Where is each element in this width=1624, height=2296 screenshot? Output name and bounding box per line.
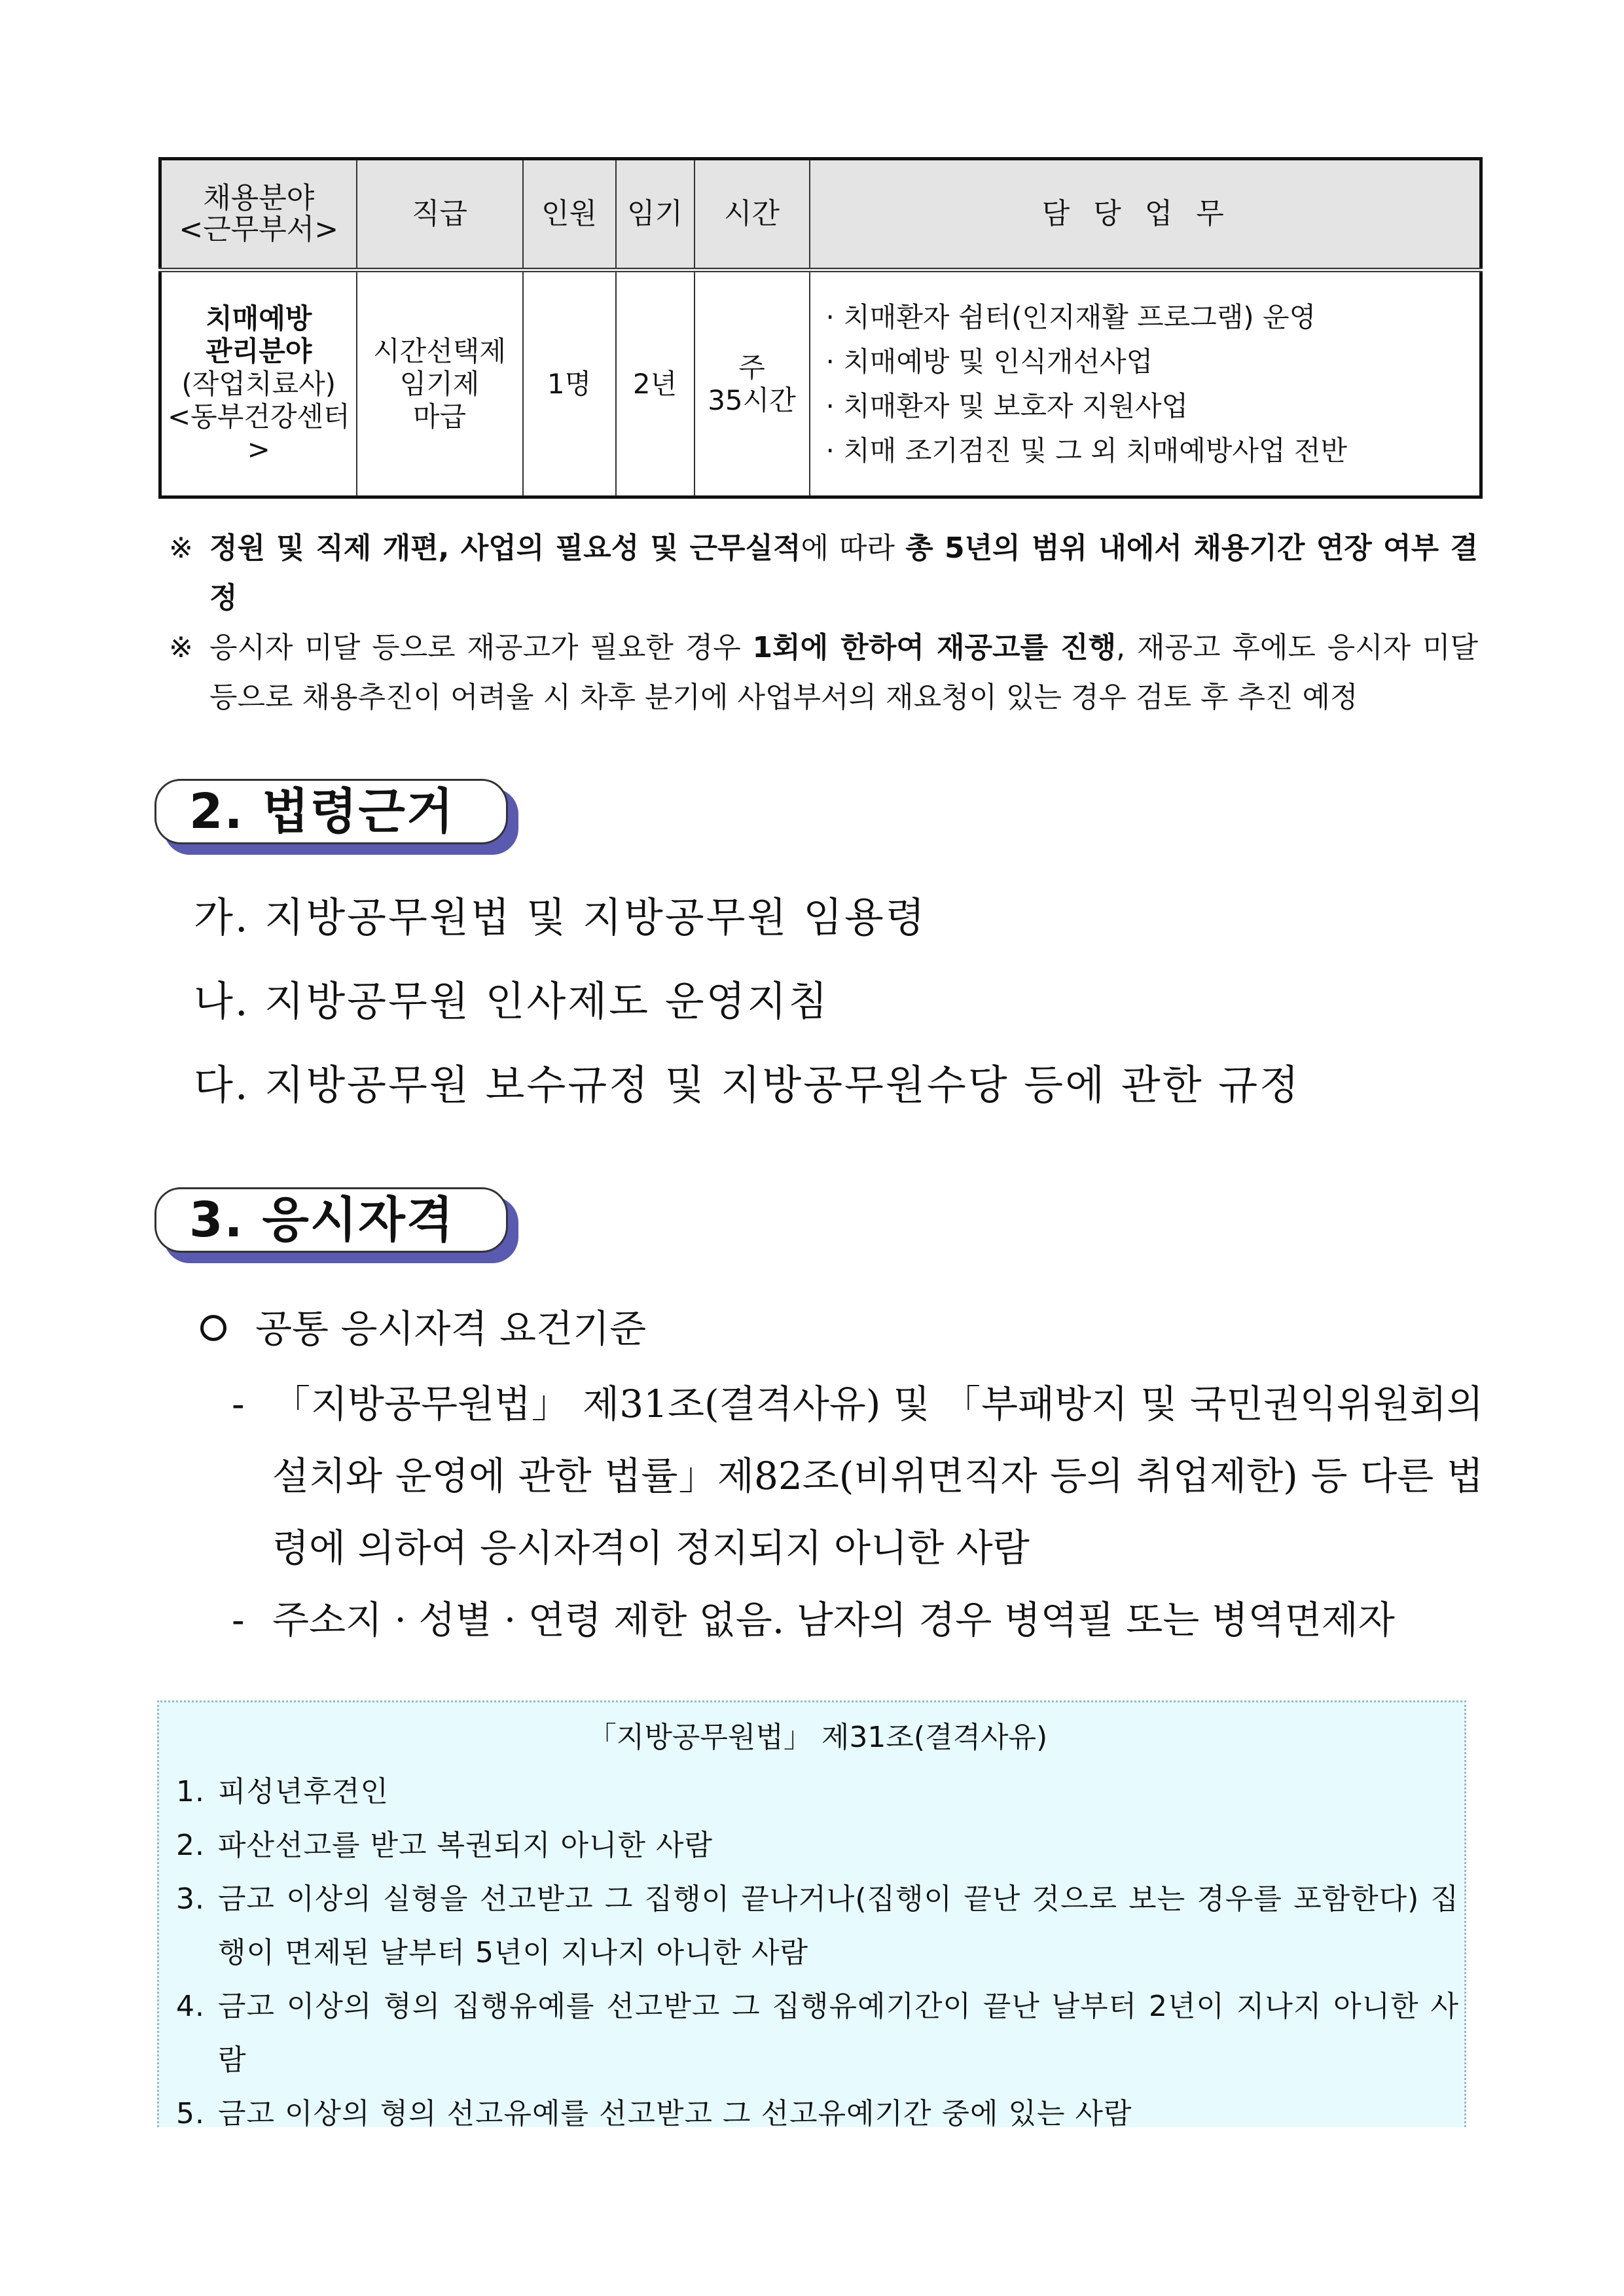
grade-line1: 시간선택제 <box>373 334 506 367</box>
note2-text2: , 재공고 후에도 응시자 미달 등으로 채용추진이 어려울 시 차후 분기에 사업부서의 재요청이 있는 경우 검토 후 추진 예정 <box>209 631 1479 714</box>
table-row <box>160 270 1481 497</box>
list-item <box>194 1584 1483 1656</box>
duty-item: · 치매 조기검진 및 그 외 치매예방사업 전반 <box>826 429 1479 473</box>
list-item <box>176 1873 1459 1980</box>
header-field-line1: 채용분야 <box>203 181 315 215</box>
disqualification-box <box>157 1700 1466 2130</box>
item-number: 5. <box>176 2097 205 2130</box>
section-header-legal-basis <box>154 779 518 855</box>
header-grade: 직급 <box>357 159 523 270</box>
recruitment-table <box>158 157 1483 499</box>
note1-bold2: 총 5년의 범위 내에서 채용기간 연장 여부 결정 <box>209 531 1479 615</box>
qualification-bullet-text: 공통 응시자격 요건기준 <box>255 1306 647 1351</box>
table-header-row <box>160 159 1481 270</box>
cell-grade <box>357 270 523 497</box>
section-header-qualification <box>154 1187 518 1263</box>
hours-line1: 주 <box>738 351 765 384</box>
section-title: 2. 법령근거 <box>154 779 508 844</box>
cell-hours <box>695 270 810 497</box>
cell-dept <box>160 270 357 497</box>
header-count: 인원 <box>523 159 616 270</box>
disqualification-list <box>176 1765 1459 2141</box>
circle-bullet-icon <box>200 1315 226 1341</box>
list-item <box>194 1368 1483 1584</box>
reference-mark: ※ <box>169 631 193 664</box>
list-item: 다. 지방공무원 보수규정 및 지방공무원수당 등에 관한 규정 <box>194 1061 1301 1109</box>
list-item: 가. 지방공무원법 및 지방공무원 임용령 <box>194 893 927 941</box>
grade-line2: 임기제 <box>399 367 480 400</box>
dept-line2: 관리분야 <box>206 334 312 367</box>
item-number: 4. <box>176 1990 205 2023</box>
list-item <box>176 1980 1459 2087</box>
list-item <box>176 2087 1459 2141</box>
qualification-bullet <box>194 1289 1483 1368</box>
disqualification-title: 「지방공무원법」 제31조(결격사유) <box>587 1721 1048 1754</box>
note2-text1: 응시자 미달 등으로 재공고가 필요한 경우 <box>209 631 753 664</box>
list-item: 나. 지방공무원 인사제도 운영지침 <box>194 977 830 1025</box>
notes <box>169 524 1478 723</box>
list-item <box>176 1765 1459 1819</box>
item-number: 3. <box>176 1882 205 1916</box>
duty-item: · 치매환자 및 보호자 지원사업 <box>826 384 1479 429</box>
item-number: 2. <box>176 1829 205 1862</box>
item-text: 금고 이상의 실형을 선고받고 그 집행이 끝나거나(집행이 끝난 것으로 보는 경우를 포함한다) 집행이 면제된 날부터 5년이 지나지 아니한 사람 <box>218 1882 1459 1969</box>
dash-item-text: 주소지 · 성별 · 연령 제한 없음. 남자의 경우 병역필 또는 병역면제자 <box>272 1598 1395 1642</box>
section-title: 3. 응시자격 <box>154 1187 508 1253</box>
cell-term: 2년 <box>616 270 695 497</box>
hours-line2: 35시간 <box>708 384 796 416</box>
item-text: 금고 이상의 형의 선고유예를 선고받고 그 선고유예기간 중에 있는 사람 <box>218 2097 1132 2130</box>
list-item <box>176 1819 1459 1873</box>
dash-item-text: 「지방공무원법」 제31조(결격사유) 및 「부패방지 및 국민권익위원회의 설치와 운영에 관한 법률」제82조(비위면직자 등의 취업제한) 등 다른 법령에 의하여 응시자격이 정지되지 아니한 사람 <box>272 1382 1483 1570</box>
item-text: 피성년후견인 <box>218 1775 389 1808</box>
header-duties: 담당업무 <box>810 159 1481 270</box>
duty-list <box>826 295 1479 473</box>
note1-text1: 에 따라 <box>801 531 906 565</box>
item-text: 금고 이상의 형의 집행유예를 선고받고 그 집행유예기간이 끝난 날부터 2년이 지나지 아니한 사람 <box>218 1990 1459 2077</box>
cell-duties <box>810 270 1481 497</box>
note2-bold1: 1회에 한하여 재공고를 진행 <box>752 631 1117 664</box>
header-field <box>160 159 357 270</box>
item-text: 파산선고를 받고 복권되지 아니한 사람 <box>218 1829 713 1862</box>
header-field-line2: <근무부서> <box>179 213 339 246</box>
reference-mark: ※ <box>169 531 193 565</box>
header-term: 임기 <box>616 159 695 270</box>
cell-count: 1명 <box>523 270 616 497</box>
note1-bold1: 정원 및 직제 개편, 사업의 필요성 및 근무실적 <box>209 531 801 565</box>
duty-item: · 치매예방 및 인식개선사업 <box>826 340 1479 384</box>
dash-mark: - <box>232 1598 245 1642</box>
header-hours: 시간 <box>695 159 810 270</box>
dept-office: <동부건강센터> <box>167 400 350 465</box>
note-extension <box>169 524 1478 623</box>
legal-basis-list <box>194 876 1301 1127</box>
note-reannouncement <box>169 623 1478 723</box>
item-number: 1. <box>176 1775 205 1808</box>
dept-role: (작업치료사) <box>181 367 336 400</box>
qualification-content <box>194 1289 1483 1656</box>
grade-line3: 마급 <box>412 400 467 433</box>
dash-mark: - <box>232 1382 245 1426</box>
dept-line1: 치매예방 <box>206 302 312 334</box>
duty-item: · 치매환자 쉼터(인지재활 프로그램) 운영 <box>826 295 1479 340</box>
